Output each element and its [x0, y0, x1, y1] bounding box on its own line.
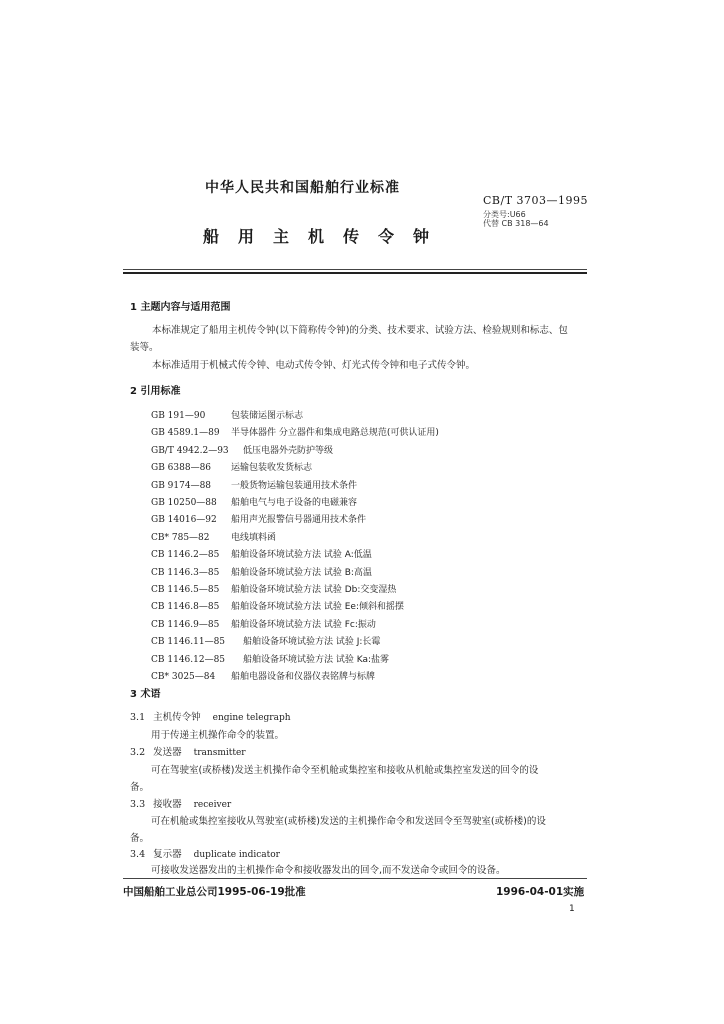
term-heading: [130, 709, 291, 723]
reference-title: 低压电器外壳防护等级: [243, 445, 334, 456]
reference-item: [151, 425, 439, 438]
footer-divider: [123, 878, 587, 879]
term-definition: 可在机舱或集控室接收从驾驶室(或桥楼)发送的主机操作命令和发送回令至驾驶室(或桥楼)的设: [151, 816, 546, 827]
reference-item: [151, 443, 333, 456]
section-1-paragraph-1b: 装等。: [130, 342, 159, 353]
reference-code: CB* 3025—84: [151, 672, 216, 682]
term-chinese: 接收器: [153, 799, 182, 810]
reference-code: CB 1146.11—85: [151, 637, 226, 648]
reference-code: GB 9174—88: [151, 480, 212, 491]
term-definition: 可接收发送器发出的主机操作命令和接收器发出的回令,而不发送命令或回令的设备。: [151, 865, 506, 876]
section-heading-2: 2 引用标准: [130, 386, 181, 397]
reference-item: [151, 408, 303, 421]
reference-code: GB 191—90: [151, 411, 206, 421]
reference-item: [151, 530, 276, 543]
term-english: engine telegraph: [212, 713, 291, 723]
section-heading-3: 3 术语: [130, 689, 161, 700]
reference-item: [151, 460, 312, 473]
term-chinese: 主机传令钟: [153, 712, 201, 723]
term-heading: [130, 744, 246, 758]
reference-code: CB 1146.3—85: [151, 567, 220, 578]
reference-code: CB 1146.9—85: [151, 619, 220, 630]
standard-code: CB/T 3703—1995: [483, 194, 589, 207]
term-definition: 用于传递主机操作命令的装置。: [151, 730, 285, 741]
term-chinese: 复示器: [153, 849, 182, 860]
term-number: 3.2: [130, 747, 146, 758]
document-issuer-title: 中华人民共和国船舶行业标准: [205, 180, 400, 196]
reference-title: 船舶设备环境试验方法 试验 J:长霉: [243, 637, 381, 648]
reference-title: 船舶设备环境试验方法 试验 Fc:振动: [231, 619, 376, 630]
reference-item: [151, 478, 357, 491]
reference-item: [151, 512, 366, 525]
reference-title: 一般货物运输包装通用技术条件: [231, 480, 358, 491]
reference-item: [151, 547, 372, 560]
term-number: 3.4: [130, 849, 146, 860]
reference-item: [151, 565, 372, 578]
term-definition: 备。: [130, 782, 150, 793]
classification-number: 分类号:U66: [483, 210, 526, 219]
section-heading-1: 1 主题内容与适用范围: [130, 302, 231, 313]
reference-title: 船舶电气与电子设备的电磁兼容: [231, 498, 358, 508]
term-english: duplicate indicator: [193, 850, 280, 860]
term-heading: [130, 846, 280, 860]
reference-code: GB 4589.1—89: [151, 428, 220, 439]
reference-title: 船舶设备环境试验方法 试验 Ka:盐雾: [243, 654, 390, 665]
approval-statement: 中国船舶工业总公司1995-06-19批准: [123, 886, 306, 898]
term-chinese: 发送器: [153, 747, 182, 758]
reference-title: 船舶设备环境试验方法 试验 Db:交变湿热: [231, 585, 397, 595]
reference-code: CB 1146.5—85: [151, 585, 220, 595]
reference-code: CB 1146.12—85: [151, 654, 226, 665]
header-divider-thin: [123, 269, 587, 270]
reference-code: CB* 785—82: [151, 532, 210, 543]
reference-code: CB 1146.2—85: [151, 550, 220, 561]
reference-item: [151, 634, 380, 647]
reference-item: [151, 652, 389, 665]
term-number: 3.1: [130, 712, 146, 723]
term-definition: 可在驾驶室(或桥楼)发送主机操作命令至机舱或集控室和接收从机舱或集控室发送的回令的设: [151, 765, 539, 776]
reference-title: 半导体器件 分立器件和集成电路总规范(可供认证用): [231, 428, 439, 439]
page-number: 1: [569, 904, 575, 914]
standard-name: 船用主机传令钟: [203, 227, 449, 246]
term-english: receiver: [193, 800, 232, 810]
reference-code: GB 14016—92: [151, 515, 217, 526]
reference-item: [151, 669, 375, 682]
section-1-paragraph-2: 本标准适用于机械式传令钟、电动式传令钟、灯光式传令钟和电子式传令钟。: [152, 360, 476, 371]
term-definition: 备。: [130, 833, 150, 844]
replaces-standard: 代替 CB 318—64: [483, 219, 549, 228]
effective-date: 1996-04-01实施: [496, 886, 585, 898]
term-english: transmitter: [193, 748, 246, 758]
reference-title: 运输包装收发货标志: [231, 463, 313, 474]
reference-code: GB/T 4942.2—93: [151, 445, 229, 456]
reference-item: [151, 599, 404, 612]
reference-code: GB 6388—86: [151, 463, 212, 474]
reference-title: 船舶设备环境试验方法 试验 B:高温: [231, 567, 372, 578]
reference-title: 船用声光报警信号器通用技术条件: [231, 515, 367, 526]
term-heading: [130, 796, 231, 810]
reference-item: [151, 495, 357, 508]
section-1-paragraph-1a: 本标准规定了船用主机传令钟(以下简称传令钟)的分类、技术要求、试验方法、检验规则和标志、包: [152, 325, 568, 336]
reference-title: 船舶电器设备和仪器仪表铭牌与标牌: [231, 672, 376, 682]
reference-title: 包装储运图示标志: [231, 411, 304, 421]
reference-title: 电线填料函: [231, 532, 277, 543]
reference-item: [151, 582, 396, 595]
reference-code: CB 1146.8—85: [151, 602, 220, 613]
header-divider-thick: [123, 272, 587, 274]
reference-code: GB 10250—88: [151, 498, 217, 508]
term-number: 3.3: [130, 799, 146, 810]
reference-title: 船舶设备环境试验方法 试验 A:低温: [231, 550, 372, 561]
reference-item: [151, 617, 376, 630]
reference-title: 船舶设备环境试验方法 试验 Ee:倾斜和摇摆: [231, 602, 404, 613]
